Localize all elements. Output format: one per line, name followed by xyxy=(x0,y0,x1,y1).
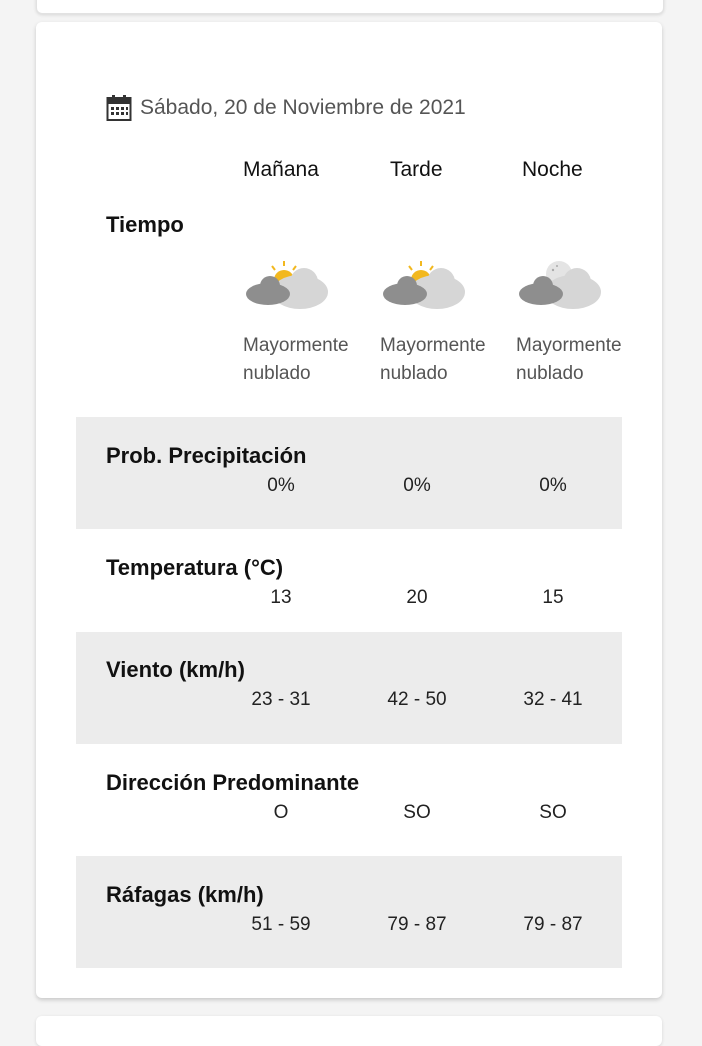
wind-label: Viento (km/h) xyxy=(106,657,245,682)
weather-label: Tiempo xyxy=(106,212,184,237)
wind-night: 32 - 41 xyxy=(523,689,583,710)
precipitation-label: Prob. Precipitación xyxy=(106,443,307,468)
direction-morning: O xyxy=(273,802,289,823)
date-text: Sábado, 20 de Noviembre de 2021 xyxy=(140,96,466,119)
temperature-afternoon: 20 xyxy=(406,587,428,608)
precipitation-night: 0% xyxy=(539,475,567,496)
direction-row xyxy=(76,744,622,856)
partly-cloudy-day-icon xyxy=(383,258,467,312)
condition-night xyxy=(516,332,646,388)
gusts-label: Ráfagas (km/h) xyxy=(106,882,264,907)
precipitation-row xyxy=(76,417,622,529)
condition-morning xyxy=(243,332,373,388)
condition-line1: Mayormente xyxy=(380,335,486,356)
previous-card xyxy=(36,0,664,14)
precipitation-morning: 0% xyxy=(267,475,295,496)
condition-afternoon xyxy=(380,332,510,388)
period-afternoon: Tarde xyxy=(390,158,443,181)
temperature-night: 15 xyxy=(542,587,564,608)
gusts-night: 79 - 87 xyxy=(523,914,583,935)
condition-line1: Mayormente xyxy=(516,335,622,356)
partly-cloudy-night-icon xyxy=(519,258,603,312)
partly-cloudy-day-icon xyxy=(246,258,330,312)
direction-night: SO xyxy=(539,802,567,823)
wind-row xyxy=(76,632,622,744)
temperature-label: Temperatura (°C) xyxy=(106,555,284,580)
wind-afternoon: 42 - 50 xyxy=(387,689,447,710)
period-night: Noche xyxy=(522,158,583,181)
temperature-row xyxy=(76,529,622,641)
wind-morning: 23 - 31 xyxy=(251,689,311,710)
direction-afternoon: SO xyxy=(403,802,431,823)
forecast-card xyxy=(36,22,662,998)
condition-line2: nublado xyxy=(243,363,311,384)
period-morning: Mañana xyxy=(243,158,319,181)
condition-line2: nublado xyxy=(516,363,584,384)
gusts-row xyxy=(76,856,622,968)
forecast-date xyxy=(106,94,466,122)
condition-line1: Mayormente xyxy=(243,335,349,356)
direction-label: Dirección Predominante xyxy=(106,770,360,795)
next-card xyxy=(36,1016,662,1046)
condition-line2: nublado xyxy=(380,363,448,384)
temperature-morning: 13 xyxy=(270,587,292,608)
gusts-afternoon: 79 - 87 xyxy=(387,914,447,935)
gusts-morning: 51 - 59 xyxy=(251,914,311,935)
calendar-icon xyxy=(106,94,132,122)
precipitation-afternoon: 0% xyxy=(403,475,431,496)
